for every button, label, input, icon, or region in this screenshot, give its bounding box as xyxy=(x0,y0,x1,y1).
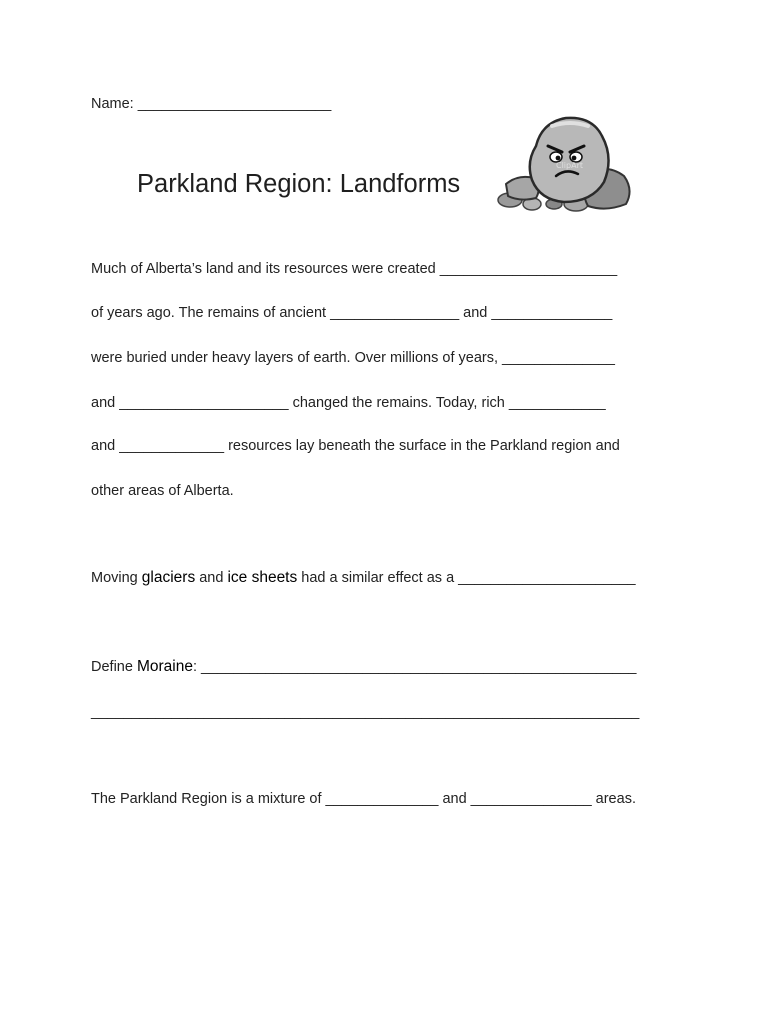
moraine-prefix: Define xyxy=(91,659,137,675)
name-field-label: Name: ________________________ xyxy=(91,96,332,112)
moraine-question xyxy=(91,657,636,677)
moraine-term: Moraine xyxy=(136,658,193,675)
glaciers-prefix: Moving xyxy=(91,570,142,586)
moraine-answer-line: ____________________________________________________________________ xyxy=(91,704,640,720)
paragraph1-line6: other areas of Alberta. xyxy=(91,483,234,499)
ice-sheets-term: ice sheets xyxy=(227,569,298,586)
mixture-question: The Parkland Region is a mixture of ______________ and _______________ areas. xyxy=(91,791,636,807)
paragraph1-line5: and _____________ resources lay beneath the surface in the Parkland region and xyxy=(91,438,620,454)
glaciers-suffix: had a similar effect as a ______________________ xyxy=(297,570,636,586)
svg-text:ClipArt: ClipArt xyxy=(556,161,584,170)
glaciers-question xyxy=(91,568,636,588)
moraine-suffix: : ______________________________________________________ xyxy=(192,659,637,675)
glaciers-mid: and xyxy=(195,570,228,586)
page-title: Parkland Region: Landforms xyxy=(137,170,461,198)
paragraph1-line4: and _____________________ changed the remains. Today, rich ____________ xyxy=(91,395,606,411)
paragraph1-line2: of years ago. The remains of ancient ________________ and _______________ xyxy=(91,305,613,321)
glaciers-term: glaciers xyxy=(141,569,196,586)
paragraph1-line1: Much of Alberta’s land and its resources were created ______________________ xyxy=(91,261,618,277)
paragraph1-line3: were buried under heavy layers of earth. Over millions of years, ______________ xyxy=(91,350,615,366)
angry-rock-icon xyxy=(496,112,634,214)
